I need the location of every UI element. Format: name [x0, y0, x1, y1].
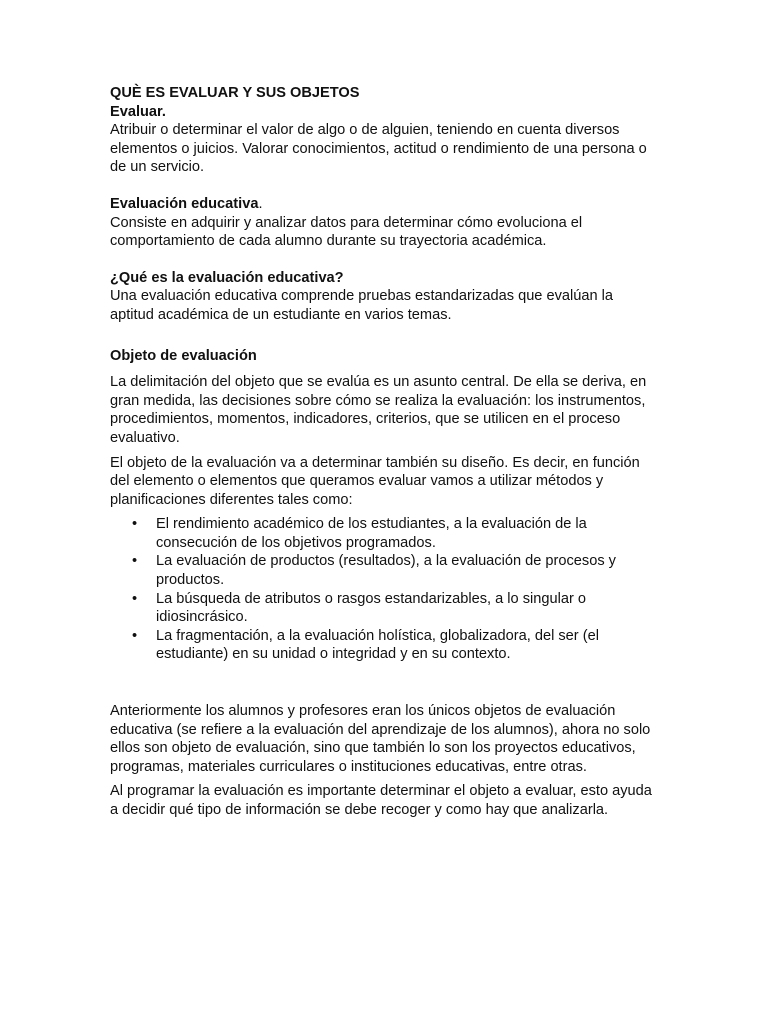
- que-es-body: Una evaluación educativa comprende pruebas estandarizadas que evalúan la aptitud académica de un estudiante en varios temas.: [110, 288, 614, 323]
- list-item: [110, 627, 658, 664]
- evaluacion-educativa-heading: [110, 195, 658, 214]
- list-item: [110, 515, 658, 552]
- list-item: [110, 590, 658, 627]
- bullet-icon: •: [132, 590, 138, 607]
- objeto-paragraph-2: El objeto de la evaluación va a determinar también su diseño. Es decir, en función del elemento o elementos que queramos evaluar vamos a utilizar métodos y planificaciones diferentes tales como:: [110, 454, 640, 508]
- evaluacion-educativa-title: Evaluación educativa: [110, 195, 259, 212]
- objeto-paragraph-1: La delimitación del objeto que se evalúa es un asunto central. De ella se deriva, en gran medida, las decisiones sobre cómo se realiza la evaluación: los instrumentos, procedimientos, momentos, indicadores, criterios, que se utilicen en el proceso evaluativo.: [110, 374, 647, 446]
- closing-paragraph-1: Anteriormente los alumnos y profesores eran los únicos objetos de evaluación educativa (se refiere a la evaluación del aprendizaje de los alumnos), ahora no solo ellos son objeto de evaluación, sino que también lo son los proyectos educativos, programas, materiales curriculares o instituciones educativas, entre otras.: [110, 703, 651, 775]
- bullet-icon: •: [132, 553, 138, 570]
- bullet-icon: •: [132, 516, 138, 533]
- list-item-text: La búsqueda de atributos o rasgos estandarizables, a lo singular o idiosincrásico.: [156, 590, 586, 626]
- closing-paragraph-2: Al programar la evaluación es importante determinar el objeto a evaluar, esto ayuda a decidir qué tipo de información se debe recoger y como hay que analizarla.: [110, 783, 652, 818]
- objeto-title: Objeto de evaluación: [110, 347, 257, 364]
- list-item-text: La fragmentación, a la evaluación holística, globalizadora, del ser (el estudiante) en su unidad o integridad y en su contexto.: [156, 627, 599, 663]
- list-item-text: La evaluación de productos (resultados), a la evaluación de procesos y productos.: [156, 553, 616, 589]
- objeto-bullet-list: [110, 515, 658, 664]
- list-item: [110, 552, 658, 589]
- evaluar-definition: Atribuir o determinar el valor de algo o de alguien, teniendo en cuenta diversos elementos o juicios. Valorar conocimientos, actitud o rendimiento de una persona o de un servicio.: [110, 122, 647, 176]
- evaluacion-educativa-title-suffix: .: [258, 195, 263, 212]
- bullet-icon: •: [132, 627, 138, 644]
- evaluacion-educativa-definition: Consiste en adquirir y analizar datos para determinar cómo evoluciona el comportamiento de cada alumno durante su trayectoria académica.: [110, 214, 583, 250]
- evaluar-title: Evaluar.: [110, 103, 166, 120]
- que-es-title: ¿Qué es la evaluación educativa?: [110, 269, 344, 286]
- document-heading: QUÈ ES EVALUAR Y SUS OBJETOS: [110, 85, 360, 101]
- list-item-text: El rendimiento académico de los estudiantes, a la evaluación de la consecución de los objetivos programados.: [156, 516, 587, 551]
- document-page: [110, 84, 658, 820]
